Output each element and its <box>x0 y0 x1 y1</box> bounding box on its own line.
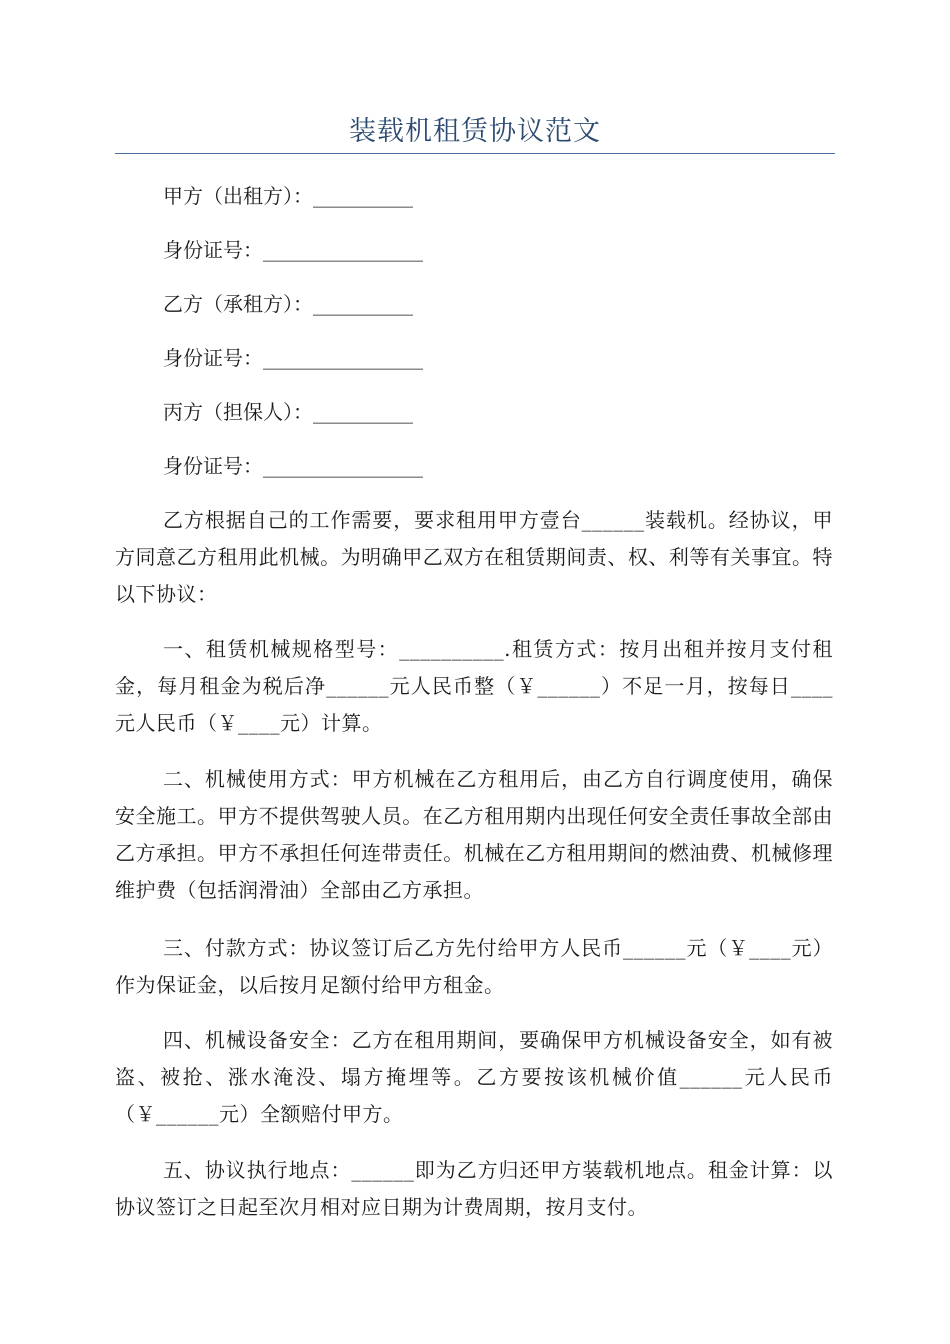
party-c-id-field: 身份证号：________________ <box>163 454 423 478</box>
party-c-field: 丙方（担保人）：__________ <box>163 400 413 424</box>
party-a-id-field: 身份证号：________________ <box>163 238 423 262</box>
clause-3-paragraph: 三、付款方式：协议签订后乙方先付给甲方人民币______元（￥____元）作为保证金，以后按月足额付给甲方租金。 <box>115 936 833 997</box>
clause-2-paragraph: 二、机械使用方式：甲方机械在乙方租用后，由乙方自行调度使用，确保安全施工。甲方不提供驾驶人员。在乙方租用期内出现任何安全责任事故全部由乙方承担。甲方不承担任何连带责任。机械在乙方租用期间的燃油费、机械修理维护费（包括润滑油）全部由乙方承担。 <box>115 767 833 902</box>
clause-5-paragraph: 五、协议执行地点：______即为乙方归还甲方装载机地点。租金计算：以协议签订之日起至次月相对应日期为计费周期，按月支付。 <box>115 1158 833 1219</box>
title-underline <box>115 153 835 154</box>
document-title: 装载机租赁协议范文 <box>349 116 601 147</box>
clause-4-paragraph: 四、机械设备安全：乙方在租用期间，要确保甲方机械设备安全，如有被盗、被抢、涨水淹没、塌方掩埋等。乙方要按该机械价值______元人民币（￥______元）全额赔付甲方。 <box>115 1028 833 1126</box>
party-a-field: 甲方（出租方）：__________ <box>163 184 413 208</box>
clause-1-paragraph: 一、租赁机械规格型号：__________.租赁方式：按月出租并按月支付租金，每月租金为税后净______元人民币整（￥______）不足一月，按每日____元人民币（￥____元）计算。 <box>115 637 833 735</box>
party-b-id-field: 身份证号：________________ <box>163 346 423 370</box>
intro-paragraph: 乙方根据自己的工作需要，要求租用甲方壹台______装载机。经协议，甲方同意乙方租用此机械。为明确甲乙双方在租赁期间责、权、利等有关事宜。特以下协议： <box>115 508 833 606</box>
party-b-field: 乙方（承租方）：__________ <box>163 292 413 316</box>
